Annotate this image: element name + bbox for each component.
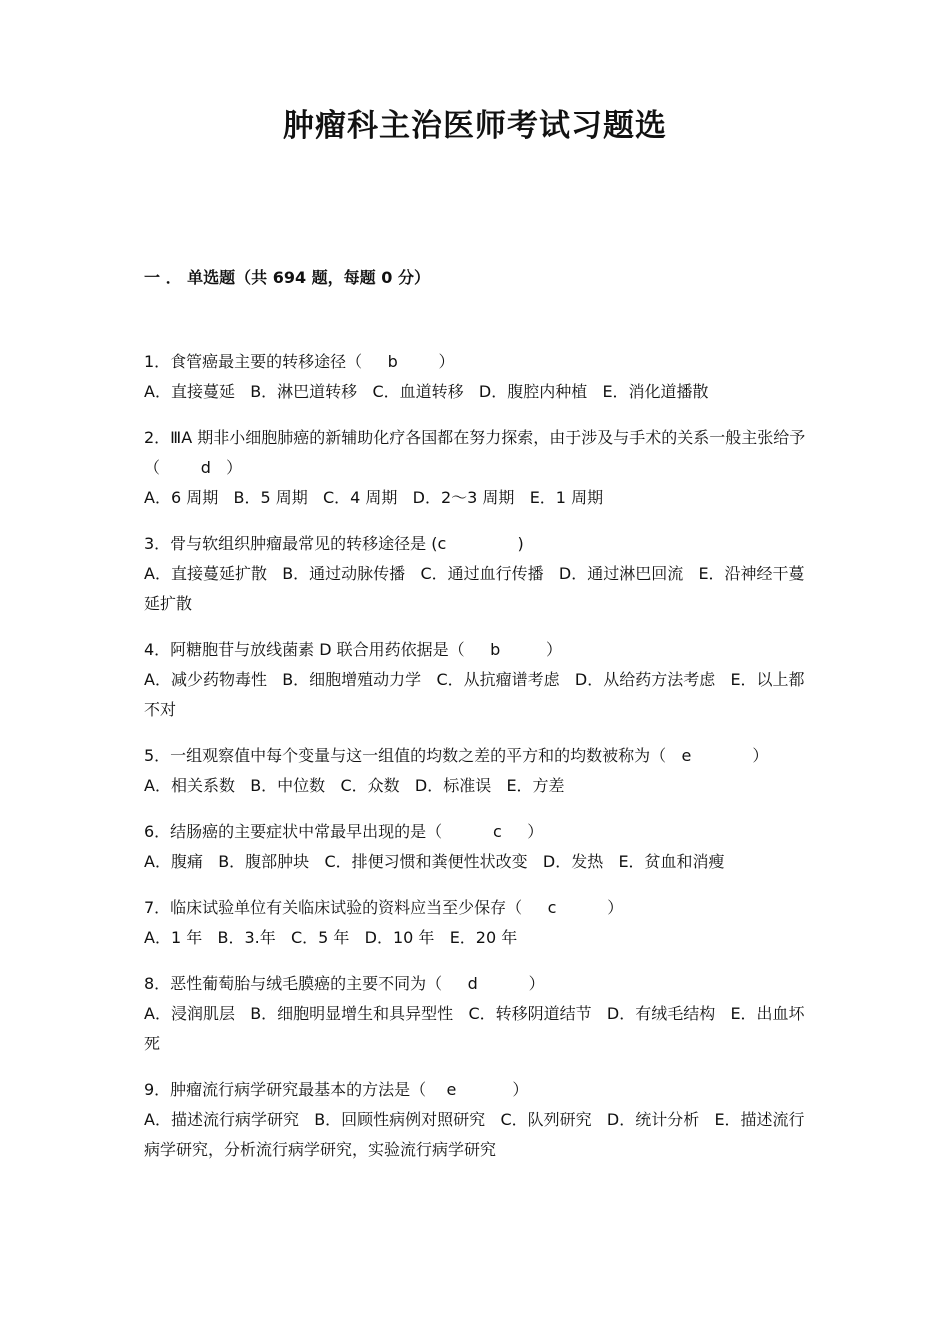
question-options: A．浸润肌层 B．细胞明显增生和具异型性 C．转移阴道结节 D．有绒毛结构 E．出血坏死 xyxy=(144,1004,805,1053)
question-item xyxy=(144,423,809,513)
question-stem: 7．临床试验单位有关临床试验的资料应当至少保存（ c ） xyxy=(144,898,624,917)
question-item xyxy=(144,741,809,801)
question-options: A．6 周期 B．5 周期 C．4 周期 D．2～3 周期 E．1 周期 xyxy=(144,488,604,507)
question-item xyxy=(144,347,809,407)
question-list xyxy=(144,347,809,1181)
question-stem: 5．一组观察值中每个变量与这一组值的均数之差的平方和的均数被称为（ e ） xyxy=(144,746,769,765)
question-item xyxy=(144,529,809,619)
section-heading: 一 ． 单选题（共 694 题，每题 0 分） xyxy=(144,268,430,287)
question-item xyxy=(144,635,809,725)
question-item xyxy=(144,817,809,877)
question-options: A．描述流行病学研究 B．回顾性病例对照研究 C．队列研究 D．统计分析 E．描述流行病学研究，分析流行病学研究，实验流行病学研究 xyxy=(144,1110,805,1159)
question-stem: 6．结肠癌的主要症状中常最早出现的是（ c ） xyxy=(144,822,544,841)
document-title: 肿瘤科主治医师考试习题选 xyxy=(283,108,667,144)
question-stem: 9．肿瘤流行病学研究最基本的方法是（ e ） xyxy=(144,1080,529,1099)
question-options: A．腹痛 B．腹部肿块 C．排便习惯和粪便性状改变 D．发热 E．贫血和消瘦 xyxy=(144,852,725,871)
question-options: A．直接蔓延 B．淋巴道转移 C．血道转移 D．腹腔内种植 E．消化道播散 xyxy=(144,382,709,401)
question-item xyxy=(144,1075,809,1165)
question-stem: 8．恶性葡萄胎与绒毛膜癌的主要不同为（ d ） xyxy=(144,974,545,993)
question-options: A．减少药物毒性 B．细胞增殖动力学 C．从抗瘤谱考虑 D．从给药方法考虑 E．以上都不对 xyxy=(144,670,805,719)
question-stem: 1．食管癌最主要的转移途径（ b ） xyxy=(144,352,455,371)
question-options: A．直接蔓延扩散 B．通过动脉传播 C．通过血行传播 D．通过淋巴回流 E．沿神经干蔓延扩散 xyxy=(144,564,805,613)
question-item xyxy=(144,893,809,953)
question-item xyxy=(144,969,809,1059)
question-options: A．相关系数 B．中位数 C．众数 D．标准误 E．方差 xyxy=(144,776,565,795)
question-stem: 3．骨与软组织肿瘤最常见的转移途径是 (c ) xyxy=(144,534,524,553)
question-stem: 2．ⅢA 期非小细胞肺癌的新辅助化疗各国都在努力探索，由于涉及与手术的关系一般主张给予（ d ） xyxy=(144,428,806,477)
question-stem: 4．阿糖胞苷与放线菌素 D 联合用药依据是（ b ） xyxy=(144,640,563,659)
question-options: A．1 年 B．3.年 C．5 年 D．10 年 E．20 年 xyxy=(144,928,518,947)
